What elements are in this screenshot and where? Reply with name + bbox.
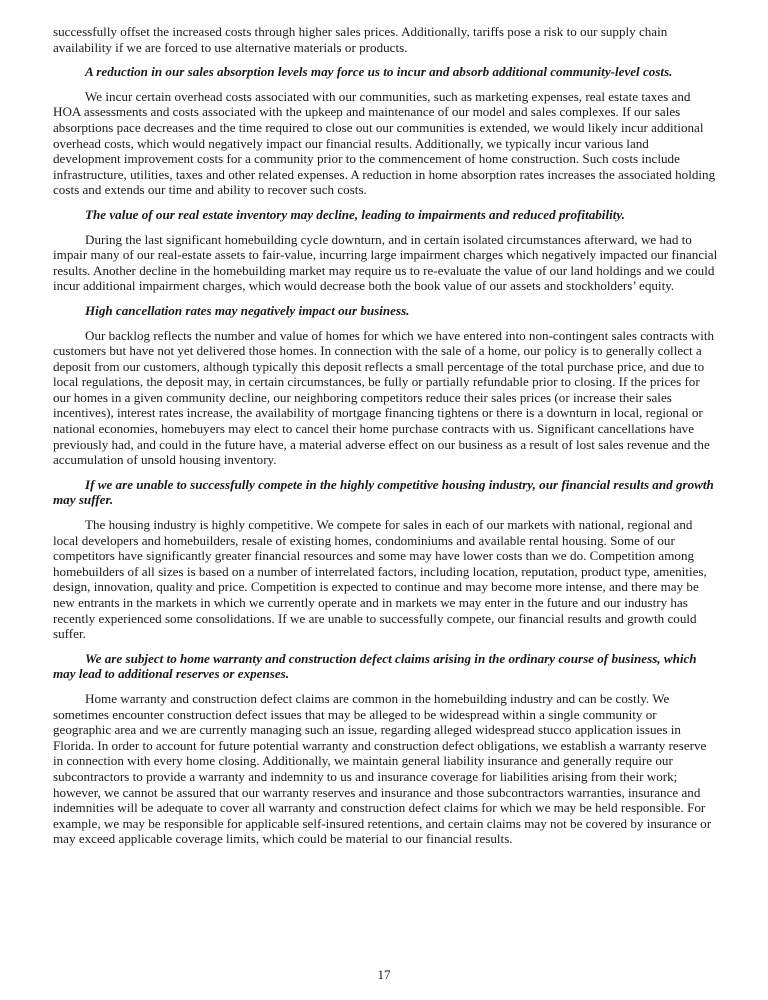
- section-heading-competition: If we are unable to successfully compete in the highly competitive housing industry, our financial results and growth may suffer.: [53, 476, 714, 508]
- section-body-competition: The housing industry is highly competitive. We compete for sales in each of our markets with national, regional and local developers and homebuilders, resale of existing homes, condominiums and available rental housing. Some of our competitors have significantly greater financial resources and some may have lower costs than we do. Competition among homebuilders of all sizes is based on a number of interrelated factors, including location, reputation, product type, amenities, design, innovation, quality and price. Competition is expected to continue and may become more intense, and there may be new entrants in the markets in which we currently operate and in markets we may enter in the future and our industry has recently experienced some consolidations. If we are unable to successfully compete, our financial results and growth could suffer.: [53, 517, 707, 642]
- section-body-cancellation: Our backlog reflects the number and value of homes for which we have entered into non-contingent sales contracts with customers but have not yet delivered those homes. In connection with the sale of a home, our policy is to generally collect a deposit from our customers, although typically this deposit reflects a small percentage of the total purchase price, and due to local regulations, the deposit may, in certain circumstances, be fully or partially refundable prior to closing. If the prices for our homes in a given community decline, our neighboring competitors reduce their sales prices (or increase their sales incentives), interest rates increase, the availability of mortgage financing tightens or there is a downturn in local, regional or national economies, homebuyers may elect to cancel their home purchase contracts with us. Significant cancellations have previously had, and could in the future have, a material adverse effect on our business as a result of lost sales revenue and the accumulation of unsold housing inventory.: [53, 327, 715, 468]
- section-heading-inventory-value: The value of our real estate inventory may decline, leading to impairments and reduced profitability.: [85, 206, 625, 222]
- section-heading-absorption: A reduction in our sales absorption levels may force us to incur and absorb additional community-level costs.: [85, 64, 673, 80]
- section-body-absorption: We incur certain overhead costs associated with our communities, such as marketing expenses, real estate taxes and HOA assessments and costs associated with the upkeep and maintenance of our model and sales complexes. If our sales absorptions pace decreases and the time required to close out our communities is extended, we would likely incur additional overhead costs, which would negatively impact our financial results. Additionally, we typically incur various land development improvement costs for a community prior to the commencement of home construction. Such costs include infrastructure, utilities, taxes and other related expenses. A reduction in home absorption rates increases the associated holding costs and extends our time and ability to recover such costs.: [53, 88, 716, 198]
- section-heading-cancellation: High cancellation rates may negatively impact our business.: [85, 302, 410, 318]
- document-page: [53, 24, 718, 856]
- section-heading-warranty: We are subject to home warranty and construction defect claims arising in the ordinary course of business, which may lead to additional reserves or expenses.: [53, 650, 697, 682]
- section-body-inventory-value: During the last significant homebuilding cycle downturn, and in certain isolated circumstances afterward, we had to impair many of our real-estate assets to fair-value, incurring large impairment charges which negatively impacted our financial results. Another decline in the homebuilding market may require us to re-evaluate the value of our land holdings and we could incur additional impairment charges, which would decrease both the book value of our assets and stockholders’ equity.: [53, 231, 718, 294]
- page-number: 17: [377, 967, 391, 982]
- continuation-paragraph: successfully offset the increased costs through higher sales prices. Additionally, tariffs pose a risk to our supply chain availability if we are forced to use alternative materials or products.: [53, 24, 668, 55]
- section-body-warranty: Home warranty and construction defect claims are common in the homebuilding industry and can be costly. We sometimes encounter construction defect issues that may be alleged to be widespread within a single community or geographic area and we are currently managing such an issue, regarding alleged widespread stucco application issues in Florida. In order to account for future potential warranty and construction defect obligations, we establish a warranty reserve in connection with every home closing. Additionally, we maintain general liability insurance and generally require our subcontractors to provide a warranty and indemnity to us and insurance coverage for liabilities arising from their work; however, we cannot be assured that our warranty reserves and insurance and those subcontractors warranties, insurance and indemnities will be adequate to cover all warranty and construction defect claims for which we may be held responsible. For example, we may be responsible for applicable self-insured retentions, and certain claims may not be covered by insurance or may exceed applicable coverage limits, which could be material to our financial results.: [53, 690, 712, 847]
